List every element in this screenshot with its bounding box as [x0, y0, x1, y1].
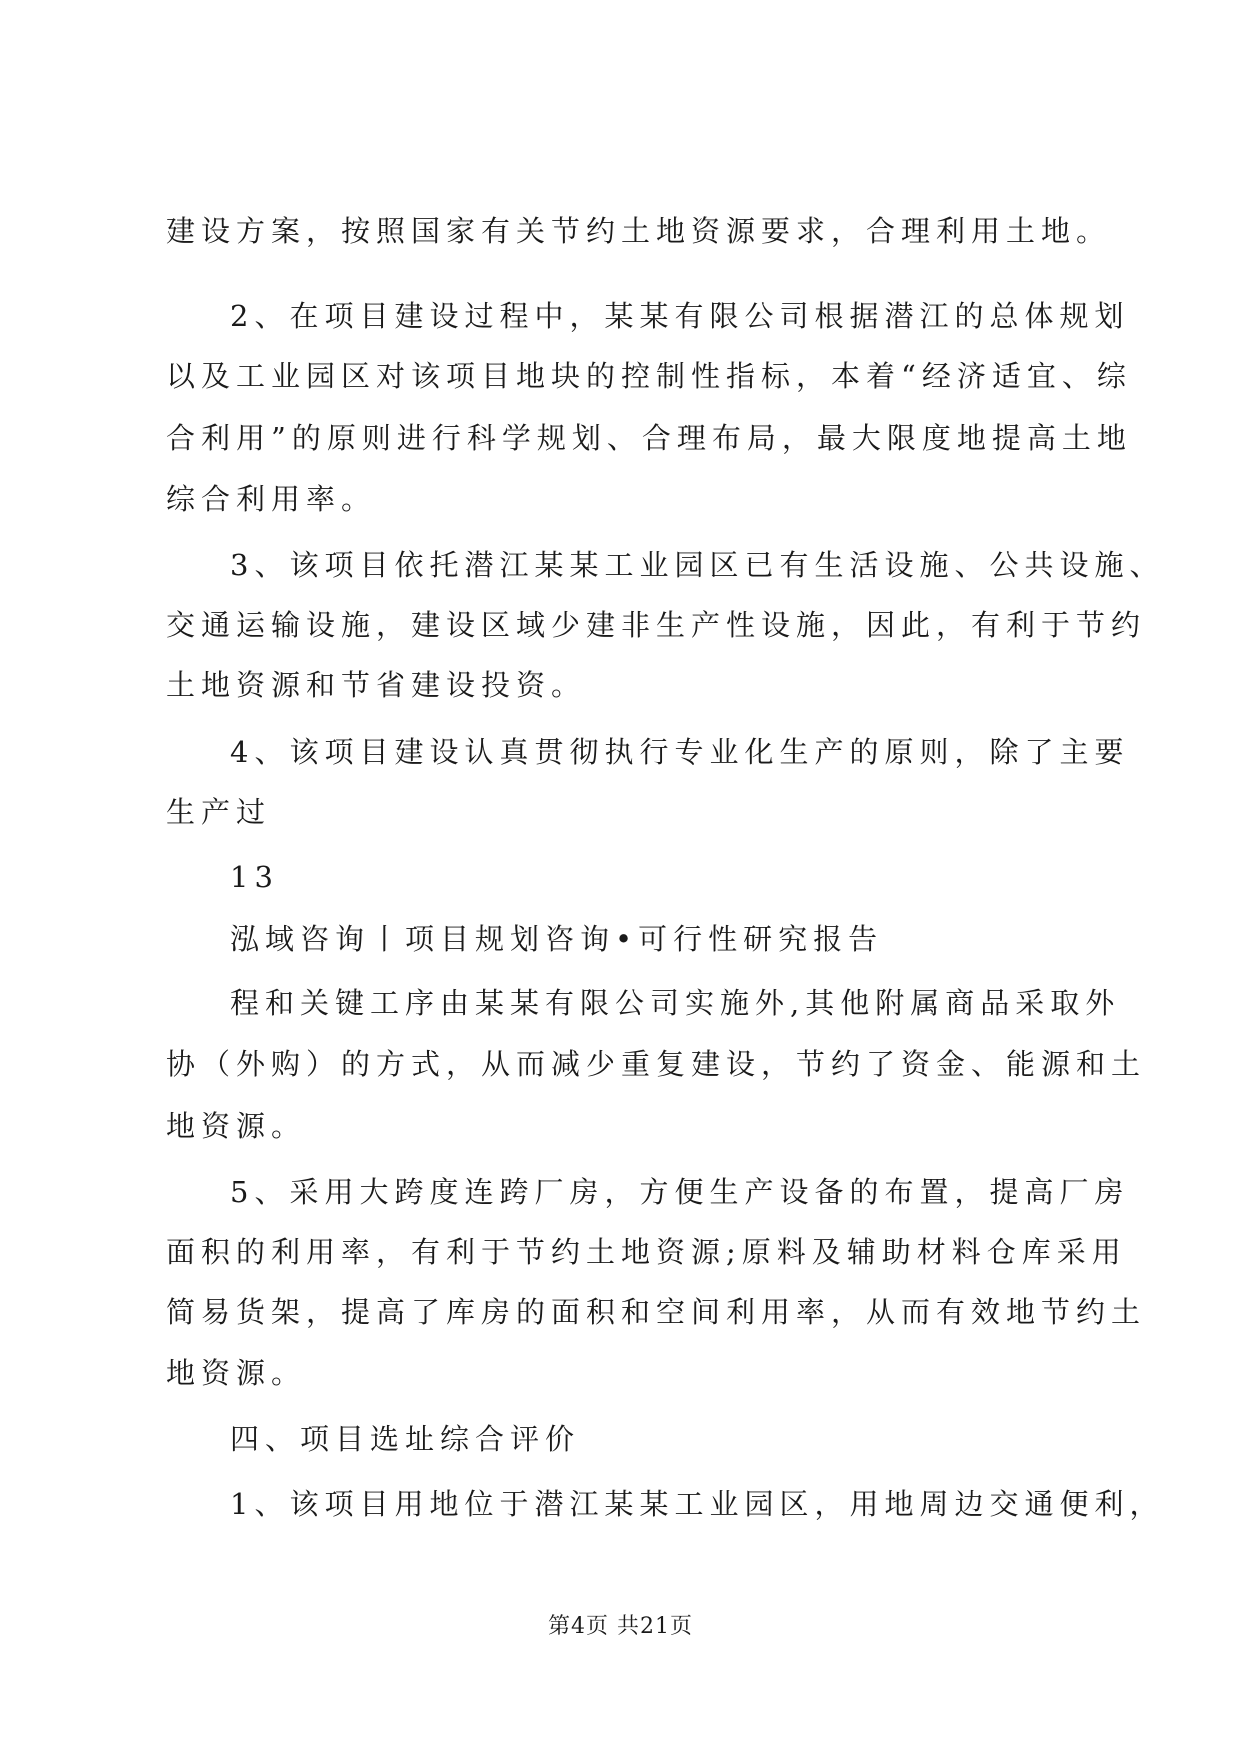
page-footer: 第4页 共21页	[548, 1614, 693, 1639]
text-line: 1、该项目用地位于潜江某某工业园区，用地周边交通便利，	[230, 1487, 1165, 1521]
page-number-marker: 13	[230, 860, 279, 894]
text-line: 合利用”的原则进行科学规划、合理布局，最大限度地提高土地	[166, 421, 1132, 455]
text-line: 协（外购）的方式，从而减少重复建设，节约了资金、能源和土	[166, 1047, 1147, 1081]
text-line: 以及工业园区对该项目地块的控制性指标，本着“经济适宜、综	[166, 359, 1132, 393]
text-line: 程和关键工序由某某有限公司实施外,其他附属商品采取外	[230, 986, 1121, 1020]
text-line: 土地资源和节省建设投资。	[166, 668, 587, 702]
section-heading: 四、项目选址综合评价	[230, 1422, 581, 1456]
text-line: 交通运输设施，建设区域少建非生产性设施，因此，有利于节约	[166, 608, 1147, 642]
text-line: 综合利用率。	[166, 482, 377, 516]
text-line: 地资源。	[166, 1109, 307, 1143]
text-line: 3、该项目依托潜江某某工业园区已有生活设施、公共设施、	[230, 548, 1165, 582]
text-line: 生产过	[166, 795, 272, 829]
text-line: 建设方案，按照国家有关节约土地资源要求，合理利用土地。	[166, 214, 1112, 248]
text-line: 简易货架，提高了库房的面积和空间利用率，从而有效地节约土	[166, 1295, 1147, 1329]
text-line: 面积的利用率，有利于节约土地资源;原料及辅助材料仓库采用	[166, 1235, 1127, 1269]
section-header: 泓域咨询丨项目规划咨询•可行性研究报告	[230, 922, 884, 956]
text-line: 2、在项目建设过程中，某某有限公司根据潜江的总体规划	[230, 299, 1130, 333]
text-line: 5、采用大跨度连跨厂房，方便生产设备的布置，提高厂房	[230, 1175, 1130, 1209]
text-line: 地资源。	[166, 1356, 307, 1390]
text-line: 4、该项目建设认真贯彻执行专业化生产的原则，除了主要	[230, 735, 1130, 769]
